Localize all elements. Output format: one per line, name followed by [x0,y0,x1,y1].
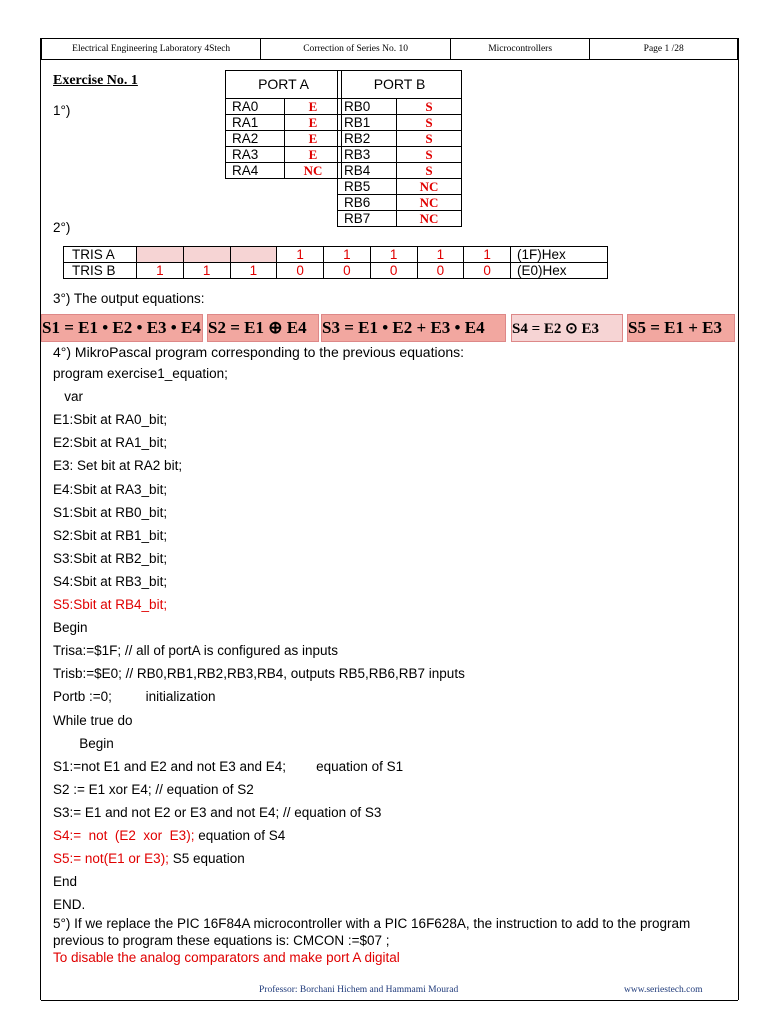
port-b-row [338,115,462,131]
port-b-row [338,147,462,163]
port-b-direction: NC [397,179,462,195]
code-text: S2:Sbit at RB1_bit; [53,527,168,543]
tris-a-bit [183,247,230,263]
code-line [53,805,381,820]
code-text: END. [53,897,86,913]
port-b-pin: RB7 [338,211,397,227]
header-series: Correction of Series No. 10 [261,39,450,59]
port-b-row [338,211,462,227]
port-a-pin: RA0 [226,99,285,115]
port-b-row [338,163,462,179]
port-b-pin: RB0 [338,99,397,115]
port-b-row [338,179,462,195]
tris-a-bit [230,247,277,263]
port-a-row [226,147,342,163]
equation-s5-text: S5 = E1 + E3 [628,318,723,337]
port-a-pin: RA1 [226,115,285,131]
port-a-direction: E [285,147,342,163]
port-a-header: PORT A [226,71,342,99]
code-text: S2 := E1 xor E4; // equation of S2 [53,781,254,797]
code-line [53,828,285,843]
footer-authors: Professor: Borchani Hichem and Hammami Mourad [259,985,459,995]
tris-a-bit: 1 [417,247,464,263]
code-text: S4:Sbit at RB3_bit; [53,573,168,589]
equation-s4 [511,314,623,342]
port-a-direction: E [285,115,342,131]
code-comment: equation of S4 [194,828,286,843]
code-text: Begin [53,620,88,636]
tris-b-bit: 0 [370,263,417,279]
tris-b-bit: 1 [230,263,277,279]
code-line [53,412,167,427]
question-3-text: 3°) The output equations: [53,291,205,306]
port-b-direction: S [397,115,462,131]
port-a-direction: E [285,131,342,147]
port-b-row [338,99,462,115]
question-2-label: 2°) [53,220,71,235]
port-b-direction: S [397,99,462,115]
tris-a-bit: 1 [370,247,417,263]
equation-s2-text: S2 = E1 ⊕ E4 [208,318,307,337]
exercise-title: Exercise No. 1 [53,73,138,88]
code-line [53,851,245,866]
port-b-pin: RB2 [338,131,397,147]
port-a-row [226,115,342,131]
port-b-direction: S [397,131,462,147]
port-b-direction: S [397,147,462,163]
code-text: S3:= E1 and not E2 or E3 and not E4; // equation of S3 [53,804,382,820]
tris-a-label: TRIS A [64,247,137,263]
port-b-pin: RB6 [338,195,397,211]
code-text: S5:Sbit at RB4_bit; [53,597,168,612]
port-a-direction: E [285,99,342,115]
tris-b-bit: 0 [417,263,464,279]
tris-b-bit: 0 [324,263,371,279]
port-b-row [338,131,462,147]
code-line [53,366,228,381]
port-a-pin: RA2 [226,131,285,147]
tris-a-bit [137,247,184,263]
code-text: S4:= not (E2 xor E3); [53,828,195,843]
port-a-pin: RA3 [226,147,285,163]
code-line [53,643,338,658]
code-line [53,528,167,543]
port-a-direction: NC [285,163,342,179]
equation-s1-text: S1 = E1 • E2 • E3 • E4 [42,318,201,337]
code-text: S1:=not E1 and E2 and not E3 and E4; equation of S1 [53,758,404,774]
code-text: E3: Set bit at RA2 bit; [53,458,183,474]
code-text: Begin [53,735,114,751]
code-text: Trisb:=$E0; // RB0,RB1,RB2,RB3,RB4, outputs RB5,RB6,RB7 inputs [53,666,465,682]
code-text: var [53,389,84,405]
equation-s3 [321,314,506,342]
port-a-table [225,70,342,179]
code-line [53,574,167,589]
code-line [53,713,133,728]
tris-b-row [64,263,608,279]
code-text: S1:Sbit at RB0_bit; [53,504,168,520]
code-line [53,782,254,797]
code-text: Portb :=0; initialization [53,689,216,705]
document-page [40,38,739,1000]
code-text: Trisa:=$1F; // all of portA is configured as inputs [53,643,339,659]
code-text: program exercise1_equation; [53,366,228,381]
code-line [53,689,215,704]
port-b-pin: RB5 [338,179,397,195]
port-b-pin: RB1 [338,115,397,131]
code-text: E1:Sbit at RA0_bit; [53,412,168,428]
port-b-table [337,70,462,227]
tris-b-bit: 0 [277,263,324,279]
tris-b-hex: (E0)Hex [511,263,608,279]
port-a-row [226,99,342,115]
port-b-direction: NC [397,211,462,227]
question-5-note: To disable the analog comparators and make port A digital [53,950,400,965]
code-line [53,458,182,473]
footer-rule [41,1000,738,1001]
tris-a-row [64,247,608,263]
port-a-pin: RA4 [226,163,285,179]
code-line [53,897,85,912]
port-a-row [226,163,342,179]
question-4-text: 4°) MikroPascal program corresponding to the previous equations: [53,344,465,360]
code-line [53,435,167,450]
code-line [53,759,403,774]
tris-table [63,246,608,279]
code-comment: S5 equation [168,851,245,867]
port-b-row [338,195,462,211]
code-text: While true do [53,712,133,728]
code-line [53,736,114,751]
code-text: S5:= not(E1 or E3); [53,851,169,867]
tris-a-bit: 1 [464,247,511,263]
tris-b-bit: 1 [183,263,230,279]
port-b-header: PORT B [338,71,462,99]
code-line [53,666,465,681]
header-page: Page 1 /28 [643,44,684,54]
code-line [53,874,77,889]
equation-s1 [41,314,203,342]
code-text: End [53,874,78,890]
question-1-label: 1°) [53,103,71,118]
footer-site: www.seriestech.com [624,985,703,995]
port-b-pin: RB4 [338,163,397,179]
port-b-direction: S [397,163,462,179]
question-5-line2: previous to program these equations is: CMCON :=$07 ; [53,933,390,948]
code-text: E4:Sbit at RA3_bit; [53,481,168,497]
tris-a-bit: 1 [324,247,371,263]
code-text: E2:Sbit at RA1_bit; [53,435,168,451]
code-line [53,551,167,566]
equation-s3-text: S3 = E1 • E2 + E3 • E4 [322,318,485,337]
code-line [53,389,83,404]
port-b-pin: RB3 [338,147,397,163]
tris-b-bit: 1 [137,263,184,279]
code-line [53,505,167,520]
code-line [53,482,167,497]
question-5-line1: 5°) If we replace the PIC 16F84A microcontroller with a PIC 16F628A, the instruction to add to the program [53,916,691,931]
header-subject: Microcontrollers [451,39,591,59]
code-line [53,597,167,612]
equation-s5 [627,314,735,342]
equation-s4-text: S4 = E2 ⊙ E3 [512,320,599,337]
tris-b-label: TRIS B [64,263,137,279]
equation-s2 [207,314,319,342]
code-line [53,620,88,635]
header-lab: Electrical Engineering Laboratory 4Stech [42,39,261,59]
page-header [41,38,738,60]
tris-b-bit: 0 [464,263,511,279]
tris-a-bit: 1 [277,247,324,263]
tris-a-hex: (1F)Hex [511,247,608,263]
port-a-row [226,131,342,147]
code-text: S3:Sbit at RB2_bit; [53,550,168,566]
port-b-direction: NC [397,195,462,211]
